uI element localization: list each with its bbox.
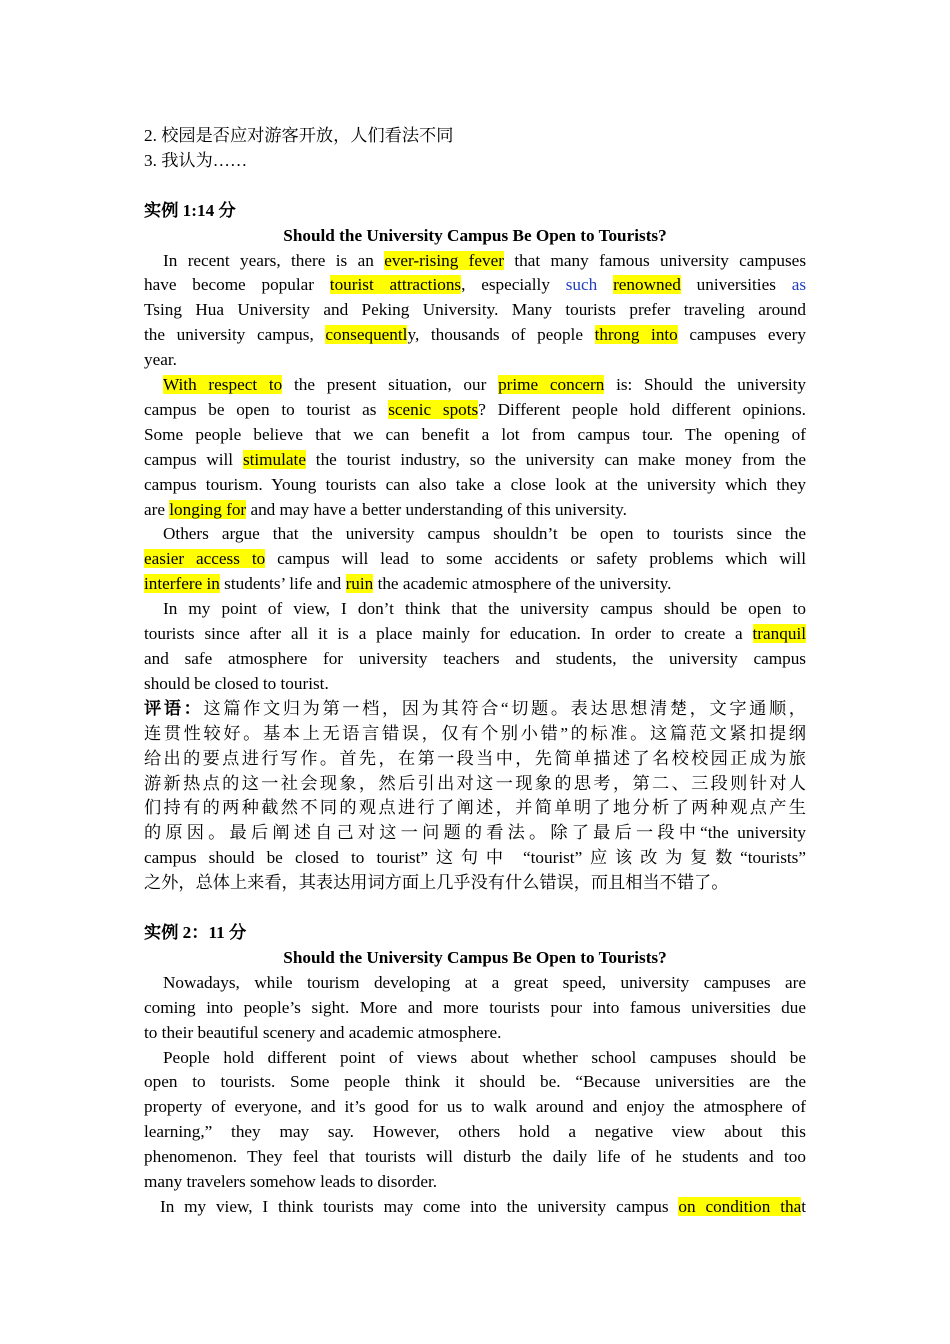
example1-p4-line4: should be closed to tourist. bbox=[144, 673, 329, 693]
comment-line7: campus should be closed to tourist”这句中 “tourist”应该改为复数“tourists” bbox=[144, 848, 806, 868]
outline-item-2: 2. 校园是否应对游客开放，人们看法不同 bbox=[144, 126, 454, 145]
example1-p3-line2: easier access to campus will lead to some accidents or safety problems which will bbox=[144, 549, 806, 569]
example1-p1-line3: Tsing Hua University and Peking University. Many tourists prefer traveling around bbox=[144, 300, 806, 320]
example2-p2-line3: property of everyone, and it’s good for us to walk around and enjoy the atmosphere of bbox=[144, 1097, 806, 1117]
example2-p2-line1: People hold different point of views about whether school campuses should be bbox=[163, 1047, 806, 1067]
example2-p2-line5: phenomenon. They feel that tourists will disturb the daily life of he students and too bbox=[144, 1147, 806, 1167]
example1-p2-line2: campus be open to tourist as scenic spots? Different people hold different opinions. bbox=[144, 399, 806, 419]
comment-line1: 评语：这篇作文归为第一档，因为其符合“切题。表达思想清楚，文字通顺， bbox=[144, 698, 806, 718]
example2-p3-line1: In my view, I think tourists may come into the university campus on condition that bbox=[160, 1196, 806, 1216]
example1-p2-line1: With respect to the present situation, our prime concern is: Should the university bbox=[163, 375, 807, 395]
example1-p1-line4: the university campus, consequently, thousands of people throng into campuses every bbox=[144, 325, 806, 345]
example2-p2-line2: open to tourists. Some people think it should be. “Because universities are the bbox=[144, 1072, 806, 1092]
example2-p2-line4: learning,” they may say. However, others hold a negative view about this bbox=[144, 1122, 806, 1142]
example1-p2-line3: Some people believe that we can benefit a lot from campus tour. The opening of bbox=[144, 424, 806, 444]
comment-line6: 的原因。最后阐述自己对这一问题的看法。除了最后一段中“the university bbox=[144, 823, 806, 843]
outline-item-3: 3. 我认为…… bbox=[144, 150, 248, 170]
example1-p1-line1: In recent years, there is an ever-rising fever that many famous university campuses bbox=[163, 250, 807, 270]
comment-line2: 连贯性较好。基本上无语言错误，仅有个别小错”的标准。这篇范文紧扣提纲 bbox=[144, 723, 806, 743]
example1-p1-line5: year. bbox=[144, 350, 177, 370]
example1-p2-line6: are longing for and may have a better understanding of this university. bbox=[144, 499, 627, 519]
comment-line8: 之外，总体上来看，其表达用词方面上几乎没有什么错误，而且相当不错了。 bbox=[144, 873, 729, 893]
example1-p4-line3: and safe atmosphere for university teachers and students, the university campus bbox=[144, 649, 806, 669]
example2-heading: 实例 2：11 分 bbox=[144, 922, 247, 942]
example1-p4-line1: In my point of view, I don’t think that the university campus should be open to bbox=[163, 599, 806, 619]
comment-line4: 游新热点的这一社会现象，然后引出对这一现象的思考，第二、三段则针对人 bbox=[144, 773, 806, 793]
document-page bbox=[144, 124, 806, 1220]
example1-p2-line5: campus tourism. Young tourists can also take a close look at the university which they bbox=[144, 474, 806, 494]
example1-heading: 实例 1:14 分 bbox=[144, 200, 236, 220]
example1-p3-line3: interfere in students’ life and ruin the academic atmosphere of the university. bbox=[144, 574, 672, 594]
comment-line5: 们持有的两种截然不同的观点进行了阐述，并简单明了地分析了两种观点产生 bbox=[144, 798, 806, 818]
example2-p2-line6: many travelers somehow leads to disorder. bbox=[144, 1172, 438, 1192]
example1-p4-line2: tourists since after all it is a place mainly for education. In order to create a tranquil bbox=[144, 624, 806, 644]
comment-line3: 给出的要点进行写作。首先，在第一段当中，先简单描述了名校校园正成为旅 bbox=[144, 748, 806, 768]
comment-label: 评语： bbox=[144, 698, 204, 718]
example1-title: Should the University Campus Be Open to Tourists? bbox=[283, 225, 667, 245]
example1-p2-line4: campus will stimulate the tourist industry, so the university can make money from the bbox=[144, 449, 806, 469]
example2-p1-line1: Nowadays, while tourism developing at a great speed, university campuses are bbox=[163, 972, 806, 992]
example1-p1-line2: have become popular tourist attractions, especially such renowned universities as bbox=[144, 275, 807, 295]
example2-p1-line3: to their beautiful scenery and academic atmosphere. bbox=[144, 1022, 502, 1042]
example1-p3-line1: Others argue that the university campus shouldn’t be open to tourists since the bbox=[163, 524, 806, 544]
example2-p1-line2: coming into people’s sight. More and more tourists pour into famous universities due bbox=[144, 997, 806, 1017]
example2-title: Should the University Campus Be Open to Tourists? bbox=[283, 947, 667, 967]
